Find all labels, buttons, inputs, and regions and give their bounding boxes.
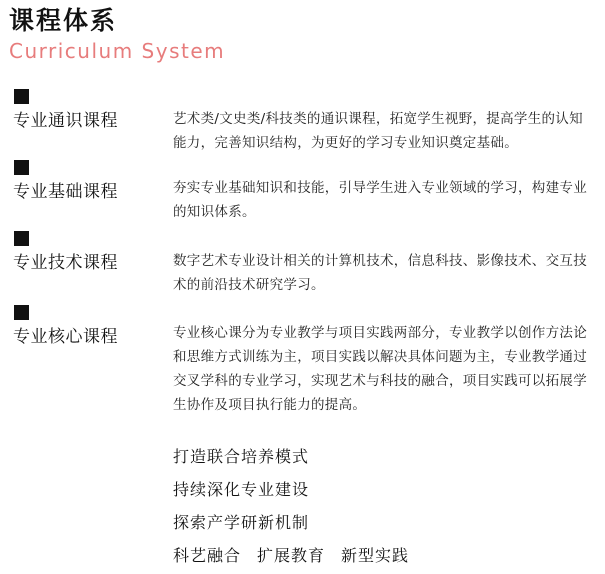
- black-square-icon: [14, 231, 29, 246]
- course-section-title: 专业核心课程: [13, 327, 118, 347]
- course-section-title: 专业基础课程: [13, 182, 118, 202]
- highlights-list: [173, 440, 593, 572]
- black-square-icon: [14, 305, 29, 320]
- slogan-item: 扩展教育: [257, 546, 326, 565]
- course-section-description: 专业核心课分为专业教学与项目实践两部分，专业教学以创作方法论和思维方式训练为主，项目实践以解决具体问题为主，专业教学通过交叉学科的专业学习，实现艺术与科技的融合，项目实践可以拓展学生协作及项目执行能力的提高。: [173, 325, 587, 413]
- course-section-description: 艺术类/文史类/科技类的通识课程，拓宽学生视野，提高学生的认知能力，完善知识结构，为更好的学习专业知识奠定基础。: [173, 111, 583, 151]
- black-square-icon: [14, 160, 29, 175]
- page-subtitle-english: Curriculum System: [9, 39, 226, 63]
- slogan-item: 科艺融合: [173, 546, 242, 565]
- course-section-title: 专业技术课程: [13, 253, 118, 273]
- course-section-description: 数字艺术专业设计相关的计算机技术，信息科技、影像技术、交互技术的前沿技术研究学习。: [173, 253, 587, 293]
- highlight-item: 持续深化专业建设: [173, 480, 310, 499]
- slogan-row: [173, 539, 593, 572]
- black-square-icon: [14, 89, 29, 104]
- slogan-item: 新型实践: [341, 546, 410, 565]
- highlight-item: 打造联合培养模式: [173, 447, 310, 466]
- highlight-item: 探索产学研新机制: [173, 513, 310, 532]
- course-section-description: 夯实专业基础知识和技能，引导学生进入专业领域的学习，构建专业的知识体系。: [173, 180, 587, 220]
- course-section-title: 专业通识课程: [13, 111, 118, 131]
- page-title: 课程体系: [9, 6, 118, 35]
